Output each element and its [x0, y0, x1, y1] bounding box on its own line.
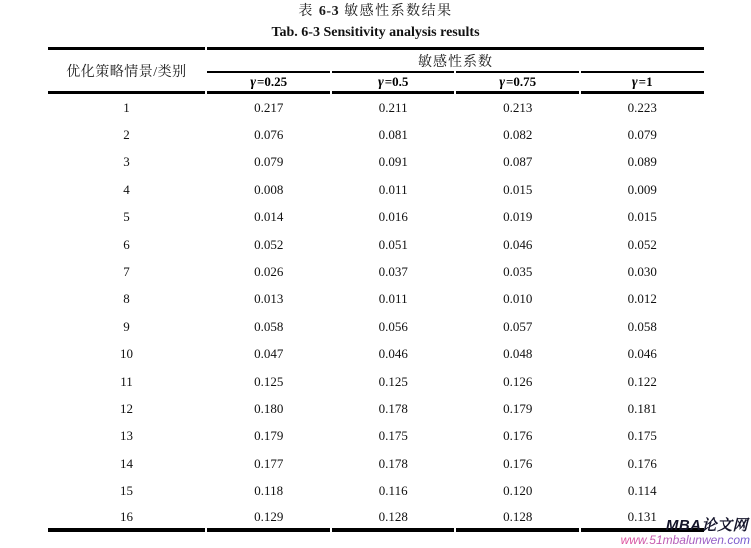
watermark — [621, 517, 750, 547]
sensitivity-value: 0.011 — [378, 291, 408, 307]
table-body — [48, 94, 704, 532]
header-row-group — [48, 47, 704, 71]
table-caption-zh — [0, 0, 751, 21]
scenario-number: 6 — [123, 236, 130, 252]
sensitivity-value: 0.217 — [254, 99, 284, 115]
scenario-number: 7 — [123, 264, 130, 280]
sensitivity-value: 0.051 — [378, 236, 408, 252]
table-caption-en: Tab. 6-3 Sensitivity analysis results — [271, 25, 480, 40]
sensitivity-value: 0.079 — [627, 127, 657, 143]
sensitivity-value: 0.129 — [207, 505, 330, 532]
column-header-gamma-1 — [581, 71, 704, 94]
column-header-scenario: 优化策略情景/类别 — [48, 47, 206, 94]
column-header-gamma-0-5 — [332, 71, 455, 94]
gamma-symbol: γ — [250, 74, 257, 90]
sensitivity-value: 0.175 — [627, 428, 657, 444]
sensitivity-value: 0.058 — [627, 318, 657, 334]
sensitivity-value: 0.178 — [378, 400, 408, 416]
scenario-number: 5 — [123, 209, 130, 225]
scenario-number: 3 — [123, 154, 130, 170]
sensitivity-value: 0.076 — [254, 127, 284, 143]
sensitivity-value: 0.177 — [254, 455, 284, 471]
sensitivity-value: 0.057 — [503, 318, 533, 334]
sensitivity-value: 0.181 — [627, 400, 657, 416]
sensitivity-value: 0.056 — [378, 318, 408, 334]
scenario-number: 16 — [48, 505, 206, 532]
sensitivity-value: 0.091 — [378, 154, 408, 170]
sensitivity-value: 0.176 — [503, 428, 533, 444]
scenario-number: 8 — [123, 291, 130, 307]
scenario-number: 14 — [119, 455, 133, 471]
scenario-number: 2 — [123, 127, 130, 143]
sensitivity-value: 0.176 — [627, 455, 657, 471]
sensitivity-value: 0.047 — [254, 346, 284, 362]
scenario-number: 4 — [123, 181, 130, 197]
caption-zh-title: 敏感性系数结果 — [344, 4, 453, 19]
table-row — [48, 231, 704, 258]
sensitivity-value: 0.016 — [378, 209, 408, 225]
sensitivity-value: 0.058 — [254, 318, 284, 334]
gamma-symbol: γ — [377, 74, 384, 90]
table-row — [48, 286, 704, 313]
sensitivity-value: 0.114 — [627, 483, 657, 499]
sensitivity-value: 0.179 — [503, 400, 533, 416]
table-row — [48, 368, 704, 395]
sensitivity-value: 0.126 — [503, 373, 533, 389]
scenario-number: 10 — [119, 346, 133, 362]
sensitivity-value: 0.180 — [254, 400, 284, 416]
table-row — [48, 121, 704, 148]
sensitivity-value: 0.052 — [627, 236, 657, 252]
sensitivity-value: 0.116 — [378, 483, 408, 499]
table-row — [48, 505, 704, 532]
sensitivity-value: 0.009 — [627, 181, 657, 197]
sensitivity-value: 0.131 — [581, 505, 704, 532]
sensitivity-results-table — [46, 47, 706, 532]
scenario-number: 9 — [123, 318, 130, 334]
sensitivity-value: 0.046 — [627, 346, 657, 362]
sensitivity-value: 0.026 — [254, 264, 284, 280]
gamma-value: =0.75 — [506, 73, 537, 89]
watermark-url: www.51mbalunwen.com — [620, 533, 750, 547]
sensitivity-value: 0.118 — [254, 483, 284, 499]
sensitivity-value: 0.046 — [503, 236, 533, 252]
sensitivity-value: 0.048 — [503, 346, 533, 362]
sensitivity-value: 0.176 — [503, 455, 533, 471]
table-row — [48, 450, 704, 477]
table-row — [48, 94, 704, 121]
sensitivity-value: 0.030 — [627, 264, 657, 280]
sensitivity-value: 0.037 — [378, 264, 408, 280]
sensitivity-value: 0.128 — [456, 505, 579, 532]
sensitivity-value: 0.175 — [378, 428, 408, 444]
sensitivity-value: 0.013 — [254, 291, 284, 307]
column-header-gamma-0-25 — [207, 71, 330, 94]
gamma-symbol: γ — [499, 74, 506, 90]
scenario-number: 13 — [119, 428, 133, 444]
table-row — [48, 313, 704, 340]
table-row — [48, 341, 704, 368]
sensitivity-value: 0.019 — [503, 209, 533, 225]
table-row — [48, 176, 704, 203]
sensitivity-value: 0.010 — [503, 291, 533, 307]
gamma-value: =0.25 — [257, 73, 288, 89]
sensitivity-value: 0.081 — [378, 127, 408, 143]
sensitivity-value: 0.014 — [254, 209, 284, 225]
gamma-symbol: γ — [631, 74, 638, 90]
sensitivity-value: 0.125 — [378, 373, 408, 389]
sensitivity-value: 0.211 — [378, 99, 408, 115]
sensitivity-value: 0.082 — [503, 127, 533, 143]
scenario-number: 12 — [119, 400, 133, 416]
sensitivity-value: 0.223 — [627, 99, 657, 115]
sensitivity-value: 0.122 — [627, 373, 657, 389]
sensitivity-value: 0.012 — [627, 291, 657, 307]
table-row — [48, 395, 704, 422]
gamma-value: =1 — [638, 73, 653, 89]
sensitivity-value: 0.087 — [503, 154, 533, 170]
table-row — [48, 204, 704, 231]
sensitivity-value: 0.015 — [627, 209, 657, 225]
sensitivity-value: 0.079 — [254, 154, 284, 170]
sensitivity-value: 0.128 — [332, 505, 455, 532]
gamma-value: =0.5 — [384, 73, 409, 89]
scenario-number: 1 — [123, 99, 130, 115]
caption-table-number: 6-3 — [318, 4, 340, 19]
sensitivity-value: 0.125 — [254, 373, 284, 389]
sensitivity-value: 0.035 — [503, 264, 533, 280]
table-row — [48, 149, 704, 176]
column-header-gamma-0-75 — [456, 71, 579, 94]
table-row — [48, 258, 704, 285]
sensitivity-value: 0.120 — [503, 483, 533, 499]
sensitivity-value: 0.213 — [503, 99, 533, 115]
sensitivity-value: 0.015 — [503, 181, 533, 197]
scenario-number: 15 — [119, 483, 133, 499]
sensitivity-value: 0.008 — [254, 181, 284, 197]
column-group-header-sensitivity: 敏感性系数 — [207, 47, 703, 71]
sensitivity-value: 0.179 — [254, 428, 284, 444]
sensitivity-value: 0.052 — [254, 236, 284, 252]
table-row — [48, 477, 704, 504]
sensitivity-value: 0.178 — [378, 455, 408, 471]
table-row — [48, 423, 704, 450]
sensitivity-value: 0.046 — [378, 346, 408, 362]
scenario-number: 11 — [120, 373, 133, 389]
watermark-brand: MBA论文网 — [665, 517, 748, 534]
sensitivity-value: 0.011 — [378, 181, 408, 197]
sensitivity-value: 0.089 — [627, 154, 657, 170]
caption-zh-prefix: 表 — [298, 4, 314, 19]
